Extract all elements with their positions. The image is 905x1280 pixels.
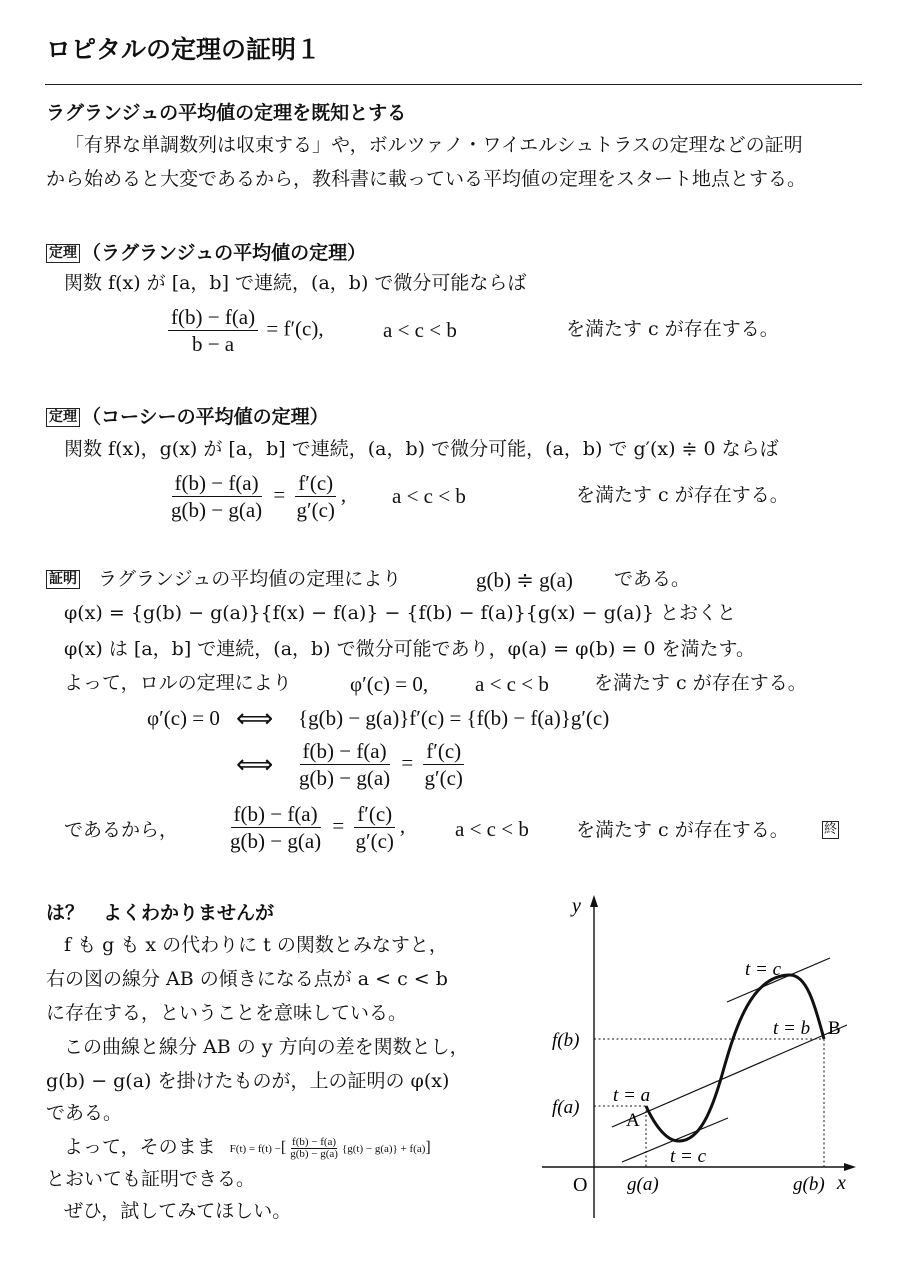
theorem1-rhs: = f′(c),: [266, 316, 324, 341]
proof-line4-text: よって，ロルの定理により: [64, 672, 292, 694]
proof-eq2-num2: f′(c): [423, 740, 464, 765]
page-title: ロピタルの定理の証明１: [46, 35, 322, 64]
theorem1-denominator: b − a: [191, 332, 235, 356]
theorem1-heading: （ラグランジュの平均値の定理）: [82, 242, 367, 264]
x-axis-arrow: [844, 1163, 856, 1171]
proof-final-fraction1: [227, 803, 324, 852]
point-a-label: A: [626, 1110, 640, 1131]
section2-line4: この曲線と線分 AB の y 方向の差を関数とし，: [64, 1036, 469, 1058]
proof-line1-end: である。: [614, 568, 691, 590]
y-axis-arrow: [590, 895, 598, 907]
theorem2-equals: =: [273, 482, 286, 507]
curve: [646, 975, 824, 1141]
formula-fraction: [289, 1137, 339, 1160]
proof-eq2-den2: g′(c): [424, 766, 463, 790]
y-axis-label: y: [572, 895, 581, 917]
mean-value-figure: [530, 885, 870, 1225]
proof-final-equals: =: [332, 813, 345, 838]
proof-end-mark: [822, 818, 839, 839]
theorem2-formula: $\frac{f(b) - f(a)}{g(b) - g(a)}$ = $\frac{f'(c)}{g'(c)}$ ,: [165, 472, 346, 521]
formula-den: g(b) − g(a): [290, 1148, 338, 1161]
proof-line4-math: φ′(c) = 0,: [350, 672, 429, 696]
g-b-label: g(b): [793, 1174, 825, 1195]
section1-heading: ラグランジュの平均値の定理を既知とする: [46, 102, 407, 124]
section2-line7: [64, 1130, 431, 1166]
proof-final-fraction2: [352, 803, 396, 852]
section2-line8: とおいても証明できる。: [46, 1168, 256, 1190]
t-eq-a-label: t = a: [613, 1085, 651, 1106]
theorem1-formula: [165, 306, 324, 355]
proof-line1: [46, 562, 401, 596]
theorem2-range: a < c < b: [392, 484, 466, 508]
theorem2-conclusion: を満たす c が存在する。: [576, 484, 789, 506]
proof-eq2-num1: f(b) − f(a): [300, 740, 390, 765]
proof-final-num1: f(b) − f(a): [231, 803, 321, 828]
proof-line3: φ(x) は [a，b] で連続，(a，b) で微分可能であり，φ(a) = φ(b) = 0 を満たす。: [64, 638, 755, 660]
proof-line4-range: a < c < b: [475, 672, 549, 696]
section1-line2: から始めると大変であるから，教科書に載っている平均値の定理をスタート地点とする。: [46, 168, 807, 190]
section2-line9: ぜひ，試してみてほしい。: [64, 1200, 292, 1222]
section2-formula: F(t) = f(t) −[ $\frac{f(b) - f(a)}{g(b) - g(a)}$ {g(t) − g(a)} + f(a)]: [229, 1136, 431, 1161]
proof-eq2-fraction2: [421, 740, 465, 789]
theorem2-lhs-num: f(b) − f(a): [172, 472, 262, 497]
t-eq-c-top-label: t = c: [745, 959, 782, 980]
theorem1-condition: 関数 f(x) が [a，b] で連続，(a，b) で微分可能ならば: [64, 272, 527, 294]
formula-left: F(t) = f(t) −: [229, 1142, 281, 1155]
theorem2-rhs-den: g′(c): [296, 498, 335, 522]
theorem2-heading-row: [46, 402, 329, 429]
proof-final-num2: f′(c): [354, 803, 395, 828]
proof-eq2-equals: =: [401, 750, 414, 775]
proof-final-end: を満たす c が存在する。: [576, 819, 789, 841]
theorem1-box-label: 定理: [46, 244, 80, 263]
point-b-label: B: [828, 1018, 841, 1039]
proof-eq1-rhs: {g(b) − g(a)}f′(c) = {f(b) − f(a)}g′(c): [298, 706, 610, 730]
end-mark-label: 終: [824, 822, 838, 837]
theorem2-heading: （コーシーの平均値の定理）: [82, 406, 329, 428]
proof-eq1-arrow: ⟺: [236, 704, 274, 733]
title-divider: [45, 84, 862, 85]
proof-line4-end: を満たす c が存在する。: [594, 672, 807, 694]
t-eq-c-bottom-label: t = c: [670, 1146, 707, 1167]
proof-line2: φ(x) = {g(b) − g(a)}{f(x) − f(a)} − {f(b) − f(a)}{g(x) − g(a)} とおくと: [64, 602, 737, 624]
t-eq-b-label: t = b: [773, 1018, 811, 1039]
proof-eq2-arrow: ⟺: [236, 750, 274, 779]
f-b-label: f(b): [552, 1030, 580, 1051]
proof-eq2: [293, 740, 469, 789]
proof-box-label: 証明: [46, 570, 80, 589]
section1-line1: 「有界な単調数列は収束する」や，ボルツァノ・ワイエルシュトラスの定理などの証明: [65, 134, 803, 156]
origin-label: O: [573, 1174, 588, 1196]
theorem1-conclusion: を満たす c が存在する。: [566, 318, 779, 340]
theorem2-rhs-fraction: [293, 472, 337, 521]
proof-eq1-lhs: φ′(c) = 0: [147, 706, 220, 730]
formula-right: {g(t) − g(a)} + f(a): [341, 1142, 426, 1155]
theorem2-condition: 関数 f(x)，g(x) が [a，b] で連続，(a，b) で微分可能，(a，b) で g′(x) ≑ 0 ならば: [64, 438, 779, 460]
section2-line2: 右の図の線分 AB の傾きになる点が a < c < b: [46, 968, 448, 990]
theorem2-lhs-den: g(b) − g(a): [171, 498, 263, 522]
proof-final-den2: g′(c): [355, 829, 394, 853]
theorem2-rhs-num: f′(c): [295, 472, 336, 497]
section2-line5: g(b) − g(a) を掛けたものが，上の証明の φ(x): [46, 1070, 450, 1092]
section2-line7-text: よって，そのまま: [64, 1136, 216, 1158]
theorem2-box-label: 定理: [46, 408, 80, 427]
f-a-label: f(a): [552, 1097, 580, 1118]
proof-eq2-fraction1: [296, 740, 393, 789]
theorem1-numerator: f(b) − f(a): [168, 306, 258, 331]
proof-final-text: であるから，: [64, 819, 179, 841]
theorem2-lhs-fraction: [168, 472, 265, 521]
proof-final-den1: g(b) − g(a): [230, 829, 322, 853]
section2-line3: に存在する，ということを意味している。: [46, 1002, 408, 1024]
theorem1-fraction: [168, 306, 258, 355]
formula-num: f(b) − f(a): [292, 1136, 337, 1149]
section2-line6: である。: [46, 1102, 123, 1124]
theorem1-heading-row: [46, 238, 366, 265]
proof-final-formula: $\frac{f(b) - f(a)}{g(b) - g(a)}$ = $\frac{f'(c)}{g'(c)}$ ,: [224, 803, 405, 852]
proof-line1-text: ラグランジュの平均値の定理により: [98, 568, 402, 590]
proof-eq2-den1: g(b) − g(a): [299, 766, 391, 790]
proof-line1-math: g(b) ≑ g(a): [476, 568, 573, 592]
section2-line1: f も g も x の代わりに t の関数とみなすと，: [64, 934, 448, 956]
x-axis-label: x: [837, 1172, 846, 1194]
proof-final-range: a < c < b: [455, 817, 529, 841]
theorem1-range: a < c < b: [383, 318, 457, 342]
section2-heading: は？ よくわかりませんが: [46, 902, 275, 924]
g-a-label: g(a): [627, 1174, 659, 1195]
